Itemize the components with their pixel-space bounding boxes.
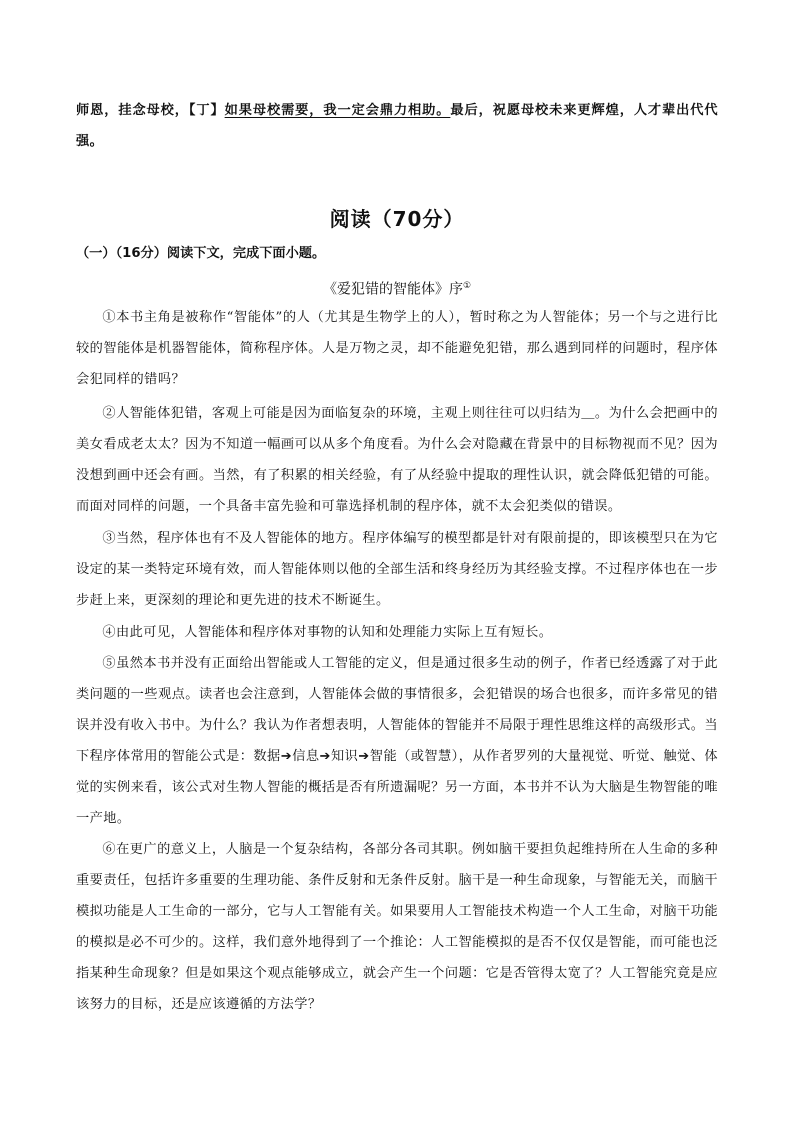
paragraph-2: ②人智能体犯错，客观上可能是因为面临复杂的环境，主观上则往往可以归结为＿。为什么会把画中的美女看成老太太？因为不知道一幅画可以从多个角度看。为什么会对隐藏在背景中的目标物视而不见？因为没想到画中还会有画。当然，有了积累的相关经验，有了从经验中提取的理性认识，就会降低犯错的可能。而面对同样的问题，一个具备丰富先验和可靠选择机制的程序体，就不太会犯类似的错误。 xyxy=(76,406,718,514)
paragraph-6: ⑥在更广的意义上，人脑是一个复杂结构，各部分各司其职。例如脑干要担负起维持所在人生命的多种重要责任，包括许多重要的生理功能、条件反射和无条件反射。脑干是一种生命现象，与智能无关，而脑干模拟功能是人工生命的一部分，它与人工智能有关。如果要用人工智能技术构造一个人工生命，对脑干功能的模拟是必不可少的。这样，我们意外地得到了一个推论：人工智能模拟的是否不仅仅是智能，而可能也泛指某种生命现象？但是如果这个观点能够成立，就会产生一个问题：它是否管得太宽了？人工智能究竟是应该努力的目标，还是应该遵循的方法学？ xyxy=(76,842,718,1012)
previous-text-before-marker: 师恩，挂念母校， xyxy=(76,103,189,118)
marker-ding: 【丁】 xyxy=(188,103,225,118)
question-intro: （一）（16分）阅读下文，完成下面小题。 xyxy=(76,246,326,261)
underlined-sentence: 如果母校需要，我一定会鼎力相助。 xyxy=(224,103,451,118)
paragraph-4: ④由此可见，人智能体和程序体对事物的认知和处理能力实际上互有短长。 xyxy=(102,625,553,640)
article-title-line xyxy=(0,274,794,302)
paragraph-5: ⑤虽然本书并没有正面给出智能或人工智能的定义，但是通过很多生动的例子，作者已经透露了对于此类问题的一些观点。读者也会注意到，人智能体会做的事情很多，会犯错误的场合也很多，而许多常见的错误并没有收入书中。为什么？我认为作者想表明，人智能体的智能并不局限于理性思维这样的高级形式。当下程序体常用的智能公式是：数据➔信息➔知识➔智能（或智慧），从作者罗列的大量视觉、听觉、触觉、体觉的实例来看，该公式对生物人智能的概括是否有所遗漏呢？另一方面，本书并不认为大脑是生物智能的唯一产地。 xyxy=(76,656,718,826)
paragraph-3: ③当然，程序体也有不及人智能体的地方。程序体编写的模型都是针对有限前提的，即该模型只在为它设定的某一类特定环境有效，而人智能体则以他的全部生活和终身经历为其经验支撑。不过程序体也在一步步赶上来，更深刻的理论和更先进的技术不断诞生。 xyxy=(76,531,718,608)
article-title: 《爱犯错的智能体》序 xyxy=(322,281,463,298)
footnote-mark: ① xyxy=(462,281,472,291)
previous-text-after: 最后，祝愿母校未来更辉煌，人才辈出代代强。 xyxy=(76,103,719,149)
section-heading: 阅读（70分） xyxy=(329,207,465,231)
previous-section-paragraph xyxy=(76,95,718,157)
paragraph-1: ①本书主角是被称作“智能体”的人（尤其是生物学上的人），暂时称之为人智能体；另一个与之进行比较的智能体是机器智能体，简称程序体。人是万物之灵，却不能避免犯错，那么遇到同样的问题时，程序体会犯同样的错吗？ xyxy=(76,310,718,387)
